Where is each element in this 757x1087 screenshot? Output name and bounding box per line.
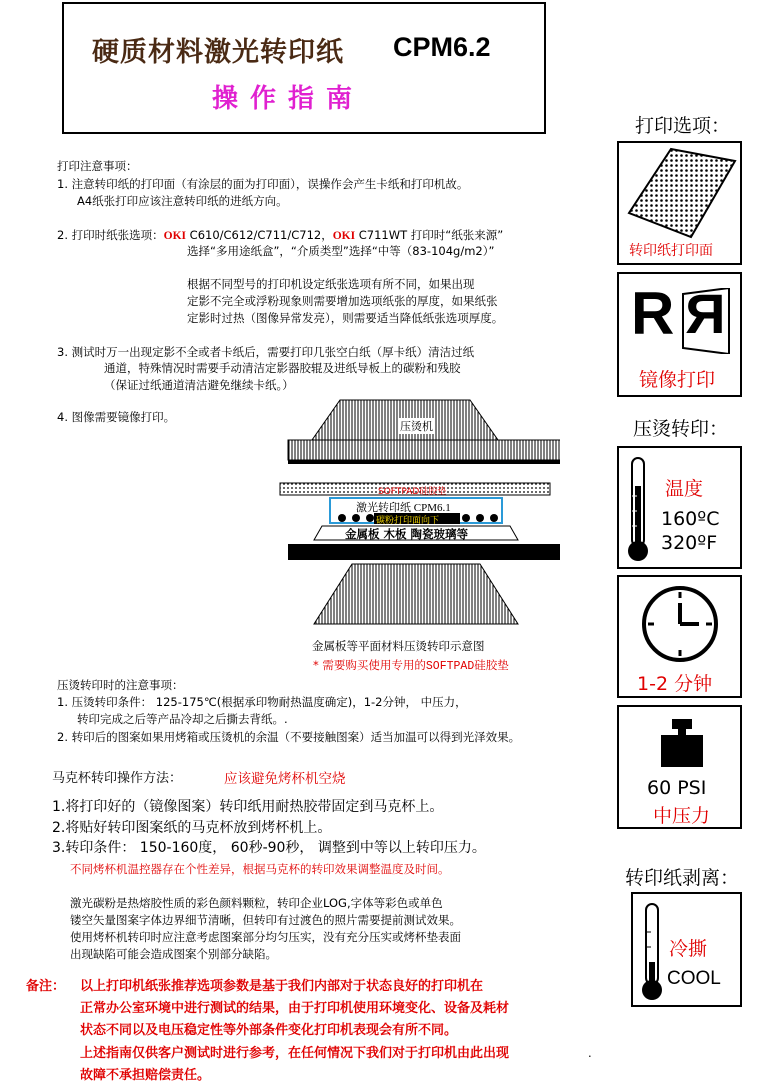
temperature-box	[617, 446, 742, 569]
mug-step-1: 1.将打印好的（镜像图案）转印纸用耐热胶带固定到马克杯上。	[52, 799, 444, 815]
thermometer-icon	[627, 456, 649, 564]
print-note-2c: 根据不同型号的打印机设定纸张选项有所不同，如果出现	[187, 277, 475, 291]
press-note-2: 2. 转印后的图案如果用烤箱或压烫机的余温（不要接触图案）适当加温可以得到光泽效果。	[57, 730, 521, 744]
print-note-4: 4. 图像需要镜像打印。	[57, 410, 176, 424]
thermometer-cold-icon	[641, 902, 663, 1002]
sidebar-print-options: 打印选项：	[635, 115, 731, 137]
mug-para-2: 镂空矢量图案字体边界细节清晰，但转印有过渡色的照片需要提前测试效果。	[70, 913, 461, 927]
print-note-2a	[57, 227, 503, 244]
oki-models-1: C610/C612/C711/C712，	[186, 228, 333, 242]
mug-step-3: 3.转印条件： 150-160度， 60秒-90秒， 调整到中等以上转印压力。	[52, 840, 486, 856]
remark-dot: .	[588, 1046, 592, 1060]
press-label: 压烫机	[400, 420, 433, 433]
mug-para-1: 激光碳粉是热熔胶性质的彩色颜料颗粒，转印企业LOG,字体等彩色或单色	[70, 896, 443, 910]
toner-face-label: 碳粉打印面向下	[376, 516, 440, 526]
remark-line-1: 以上打印机纸张推荐选项参数是基于我们内部对于状态良好的打印机在	[80, 979, 484, 994]
weight-icon	[659, 717, 705, 769]
caption-note-prefix: * 需要购买使用专用的	[313, 658, 426, 672]
print-note-1a: 1. 注意转印纸的打印面（有涂层的面为打印面），误操作会产生卡纸和打印机故。	[57, 177, 469, 191]
oki-models-2: C711WT 打印时“纸张来源”	[355, 228, 504, 242]
mirror-print-box	[617, 272, 742, 397]
sidebar-press-transfer: 压烫转印：	[633, 418, 729, 440]
sidebar-peel: 转印纸剥离：	[625, 867, 740, 889]
remark-line-5: 故障不承担赔偿责任。	[80, 1068, 211, 1083]
print-note-3b: 通道，特殊情况时需要手动清洁定影器胶辊及进纸导板上的碳粉和残胶	[104, 361, 461, 375]
print-note-2-prefix: 2. 打印时纸张选项：	[57, 228, 164, 242]
mug-warning: 应该避免烤杯机空烧	[224, 771, 346, 787]
print-note-2b: 选择“多用途纸盒”，“介质类型”选择“中等（83-104g/m2）”	[187, 244, 495, 258]
press-plate-outer	[288, 440, 560, 460]
softpad-label: SOFTPAD硅胶垫	[378, 487, 447, 497]
time-label: 1-2 分钟	[637, 673, 713, 695]
diagram-caption: 金属板等平面材料压烫转印示意图	[312, 639, 485, 653]
mug-para-3: 使用烤杯机转印时应注意考虑图案部分均匀压实，没有充分压实或烤杯垫表面	[70, 930, 461, 944]
print-note-3c: （保证过纸通道清洁避免继续卡纸。）	[104, 378, 294, 392]
cold-peel-label: 冷撕	[669, 938, 708, 960]
pressure-box	[617, 705, 742, 829]
mug-step-2: 2.将贴好转印图案纸的马克杯放到烤杯机上。	[52, 820, 332, 836]
print-note-1b: A4纸张打印应该注意转印纸的进纸方向。	[77, 194, 288, 208]
model-number: CPM6.2	[393, 32, 491, 62]
oki-brand-2: OKI	[332, 230, 356, 242]
press-plate-bar	[288, 460, 560, 464]
print-note-3a: 3. 测试时万一出现定影不全或者卡纸后，需要打印几张空白纸（厚卡纸）清洁过纸	[57, 345, 475, 359]
print-face-box	[617, 141, 742, 265]
print-note-2d: 定影不完全或浮粉现象则需要增加选项纸张的厚度，如果纸张	[187, 294, 498, 308]
clock-icon	[639, 583, 721, 665]
mug-red-note: 不同烤杯机温控器存在个性差异，根据马克杯的转印效果调整温度及时间。	[70, 862, 450, 876]
oki-brand-1: OKI	[163, 230, 187, 242]
temperature-label: 温度	[665, 478, 704, 500]
temperature-fahrenheit: 320ºF	[661, 532, 718, 554]
mirrored-r-icon: R	[685, 282, 726, 345]
temperature-celsius: 160ºC	[661, 508, 720, 530]
diagram-caption-note	[313, 657, 509, 675]
mug-heading: 马克杯转印操作方法：	[52, 771, 183, 786]
caption-note-softpad: SOFTPAD硅胶垫	[425, 660, 509, 673]
remark-label: 备注：	[26, 979, 66, 994]
mug-para-4: 出现缺陷可能会造成图案个别部分缺陷。	[70, 947, 277, 961]
letter-r-icon: R	[631, 280, 675, 347]
mirror-print-label: 镜像打印	[639, 369, 716, 391]
remark-line-2: 正常办公室环境中进行测试的结果，由于打印机使用环境变化、设备及耗材	[80, 1001, 510, 1016]
remark-line-3: 状态不同以及电压稳定性等外部条件变化打印机表现会有所不同。	[80, 1023, 458, 1038]
board-label: 金属板 木板 陶瓷玻璃等	[345, 527, 469, 541]
time-box	[617, 575, 742, 698]
press-base-bar	[288, 544, 560, 560]
print-face-label: 转印纸打印面	[629, 243, 713, 259]
page-subtitle: 操作指南	[212, 84, 365, 114]
remark-line-4: 上述指南仅供客户测试时进行参考，在任何情况下我们对于打印机由此出现	[80, 1046, 510, 1061]
pressure-psi: 60 PSI	[647, 777, 707, 799]
cool-label: COOL	[667, 968, 721, 989]
page-title: 硬质材料激光转印纸	[92, 37, 344, 68]
press-note-1a: 1. 压烫转印条件： 125-175℃(根据承印物耐热温度确定)，1-2分钟， 中压力，	[57, 695, 467, 709]
transfer-paper-label: 激光转印纸 CPM6.1	[356, 502, 451, 514]
coated-paper-icon	[619, 143, 740, 243]
press-bottom-trapezoid	[314, 564, 518, 624]
press-notes-heading: 压烫转印时的注意事项：	[57, 678, 184, 692]
pressure-label: 中压力	[653, 805, 711, 827]
press-note-1b: 转印完成之后等产品冷却之后撕去背纸。.	[77, 712, 288, 726]
cool-peel-box	[631, 892, 742, 1007]
print-notes-heading: 打印注意事项：	[57, 159, 138, 173]
print-note-2e: 定影时过热（图像异常发亮），则需要适当降低纸张选项厚度。	[187, 311, 504, 325]
